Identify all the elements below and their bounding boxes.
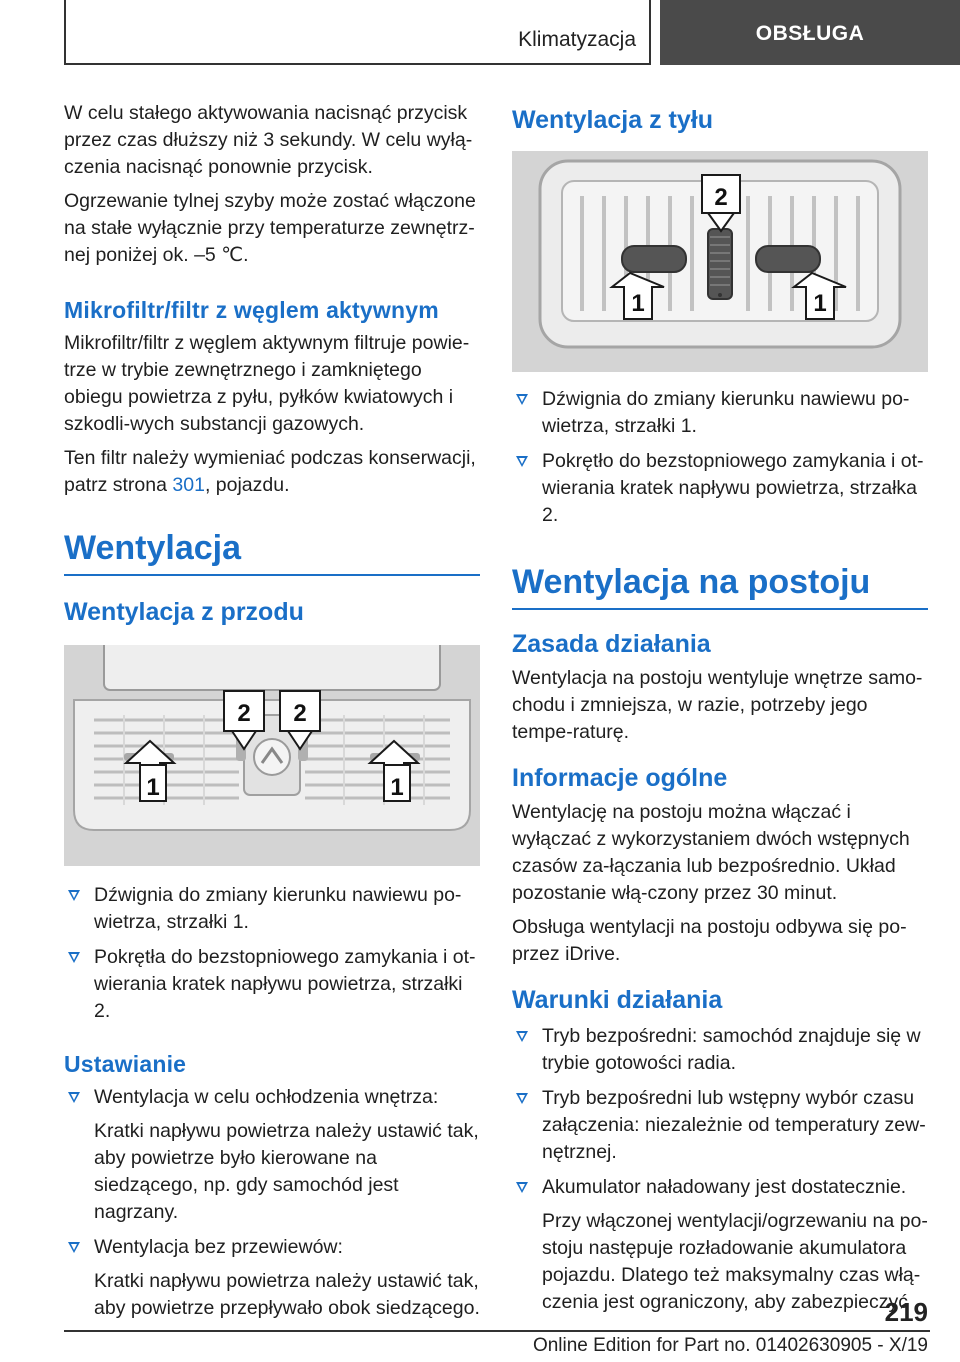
general-info-paragraph-1: Wentylację na postoju można włączać i wyłączać z wykorzystaniem dwóch wstępnych czasów za‐łączania lub bezpośrednio. Układ pozostanie włą‐czony przez 30 minut.: [512, 801, 910, 904]
bullet-triangle-icon: [516, 1093, 528, 1104]
rear-vent-figure: [512, 151, 928, 372]
footer-edition: Online Edition for Part no. 01402630905 - X/19: [532, 1335, 928, 1356]
rear-vent-illustration: [512, 151, 928, 372]
list-item: [64, 944, 480, 1025]
page-link-301[interactable]: 301: [172, 474, 205, 496]
principle-heading: Zasada działania: [512, 630, 711, 658]
list-item-text: Dźwignia do zmiany kierunku nawiewu po‐wietrza, strzałki 1.: [94, 884, 462, 933]
list-item: [512, 1023, 928, 1077]
microfilter-text-b: , pojazdu.: [204, 474, 290, 496]
rear-label-1b: 1: [813, 290, 827, 317]
bullet-triangle-icon: [68, 1092, 80, 1103]
adjusting-list: [64, 1084, 480, 1322]
bullet-triangle-icon: [68, 952, 80, 963]
list-item-title: Akumulator naładowany jest dostatecznie.: [542, 1176, 907, 1198]
header-underline: [64, 63, 651, 65]
list-item: [64, 1084, 480, 1226]
bullet-triangle-icon: [68, 1242, 80, 1253]
list-item: [64, 882, 480, 936]
conditions-list: [512, 1023, 928, 1316]
front-vent-figure: [64, 645, 480, 866]
front-vent-list: [64, 882, 480, 1025]
header-section-title: Klimatyzacja: [518, 28, 636, 51]
list-item: [512, 1085, 928, 1166]
footer-rule: [64, 1330, 930, 1332]
general-info-paragraph-2: Obsługa wentylacji na postoju odbywa się po‐przez iDrive.: [512, 916, 907, 965]
header-divider-right: [649, 0, 651, 64]
chapter-title-parking-ventilation: Wentylacja na postoju: [512, 563, 928, 610]
list-item-text: Przy włączonej wentylacji/ogrzewaniu na po‐stoju następuje rozładowanie akumulatora pojazdu. Dlatego też maksymalny czas włą‐czenia jest ograniczony, aby zabezpieczyć: [542, 1210, 928, 1313]
microfilter-heading: Mikrofiltr/filtr z węglem aktywnym: [64, 297, 439, 323]
bullet-triangle-icon: [516, 1182, 528, 1193]
rear-vent-list: [512, 386, 928, 529]
microfilter-text-a: Ten filtr należy wymieniać podczas konserwacji, patrz strona: [64, 447, 476, 496]
front-label-1a: 1: [146, 774, 160, 801]
microfilter-paragraph-1: Mikrofiltr/filtr z węglem aktywnym filtruje powie‐trze w trybie zewnętrznego i zamkniętego obiegu powietrza z pyłu, pyłków kwiatowych i szkodli‐wych substancji gazowych.: [64, 332, 470, 435]
general-info-heading: Informacje ogólne: [512, 764, 728, 792]
front-label-2a: 2: [237, 700, 251, 727]
principle-paragraph: Wentylacja na postoju wentyluje wnętrze samo‐chodu i zmniejsza, w razie, potrzeby jego tempe‐raturę.: [512, 667, 923, 743]
chapter-title-ventilation: Wentylacja: [64, 529, 480, 576]
list-item-text: Tryb bezpośredni: samochód znajduje się w trybie gotowości radia.: [542, 1025, 921, 1074]
list-item: [512, 448, 928, 529]
left-column: [64, 100, 480, 1330]
conditions-heading: Warunki działania: [512, 986, 723, 1014]
bullet-triangle-icon: [516, 456, 528, 467]
header-divider-left: [64, 0, 66, 64]
page-number: 219: [884, 1297, 928, 1327]
front-vent-illustration: [64, 645, 480, 866]
intro-paragraph-2: Ogrzewanie tylnej szyby może zostać włączone na stałe wyłącznie przy temperaturze zewnętrz‐nej poniżej ok. ‒5 ℃.: [64, 190, 476, 266]
list-item-text: Pokrętło do bezstopniowego zamykania i ot‐wierania kratek napływu powietrza, strzałka 2.: [542, 450, 924, 526]
list-item: [512, 386, 928, 440]
front-label-2b: 2: [293, 700, 307, 727]
microfilter-paragraph-2: [64, 445, 480, 499]
list-item-text: Pokrętła do bezstopniowego zamykania i ot‐wierania kratek napływu powietrza, strzałki 2.: [94, 946, 476, 1022]
bullet-triangle-icon: [516, 394, 528, 405]
bullet-triangle-icon: [516, 1031, 528, 1042]
list-item-text: Kratki napływu powietrza należy ustawić tak, aby powietrze przepływało obok siedzącego.: [94, 1270, 480, 1319]
intro-paragraph-1: W celu stałego aktywowania nacisnąć przycisk przez czas dłuższy niż 3 sekundy. W celu wyłą‐czenia nacisnąć ponownie przycisk.: [64, 102, 473, 178]
list-item-title: Wentylacja w celu ochłodzenia wnętrza:: [94, 1086, 439, 1108]
list-item: [64, 1234, 480, 1322]
bullet-triangle-icon: [68, 890, 80, 901]
front-ventilation-heading: Wentylacja z przodu: [64, 598, 304, 626]
rear-ventilation-heading: Wentylacja z tyłu: [512, 106, 713, 134]
right-column: [512, 100, 928, 1324]
list-item-title: Wentylacja bez przewiewów:: [94, 1236, 343, 1258]
list-item-text: Dźwignia do zmiany kierunku nawiewu po‐wietrza, strzałki 1.: [542, 388, 910, 437]
adjusting-heading: Ustawianie: [64, 1051, 187, 1077]
front-label-1b: 1: [390, 774, 404, 801]
list-item-text: Kratki napływu powietrza należy ustawić tak, aby powietrze było kierowane na siedzącego, np. gdy samochód jest nagrzany.: [94, 1120, 479, 1223]
header-chapter-tab: OBSŁUGA: [660, 0, 960, 65]
list-item-text: Tryb bezpośredni lub wstępny wybór czasu załączenia: niezależnie od temperatury zew‐nętrznej.: [542, 1087, 926, 1163]
list-item: [512, 1174, 928, 1316]
rear-label-2: 2: [714, 184, 728, 211]
rear-label-1a: 1: [631, 290, 645, 317]
